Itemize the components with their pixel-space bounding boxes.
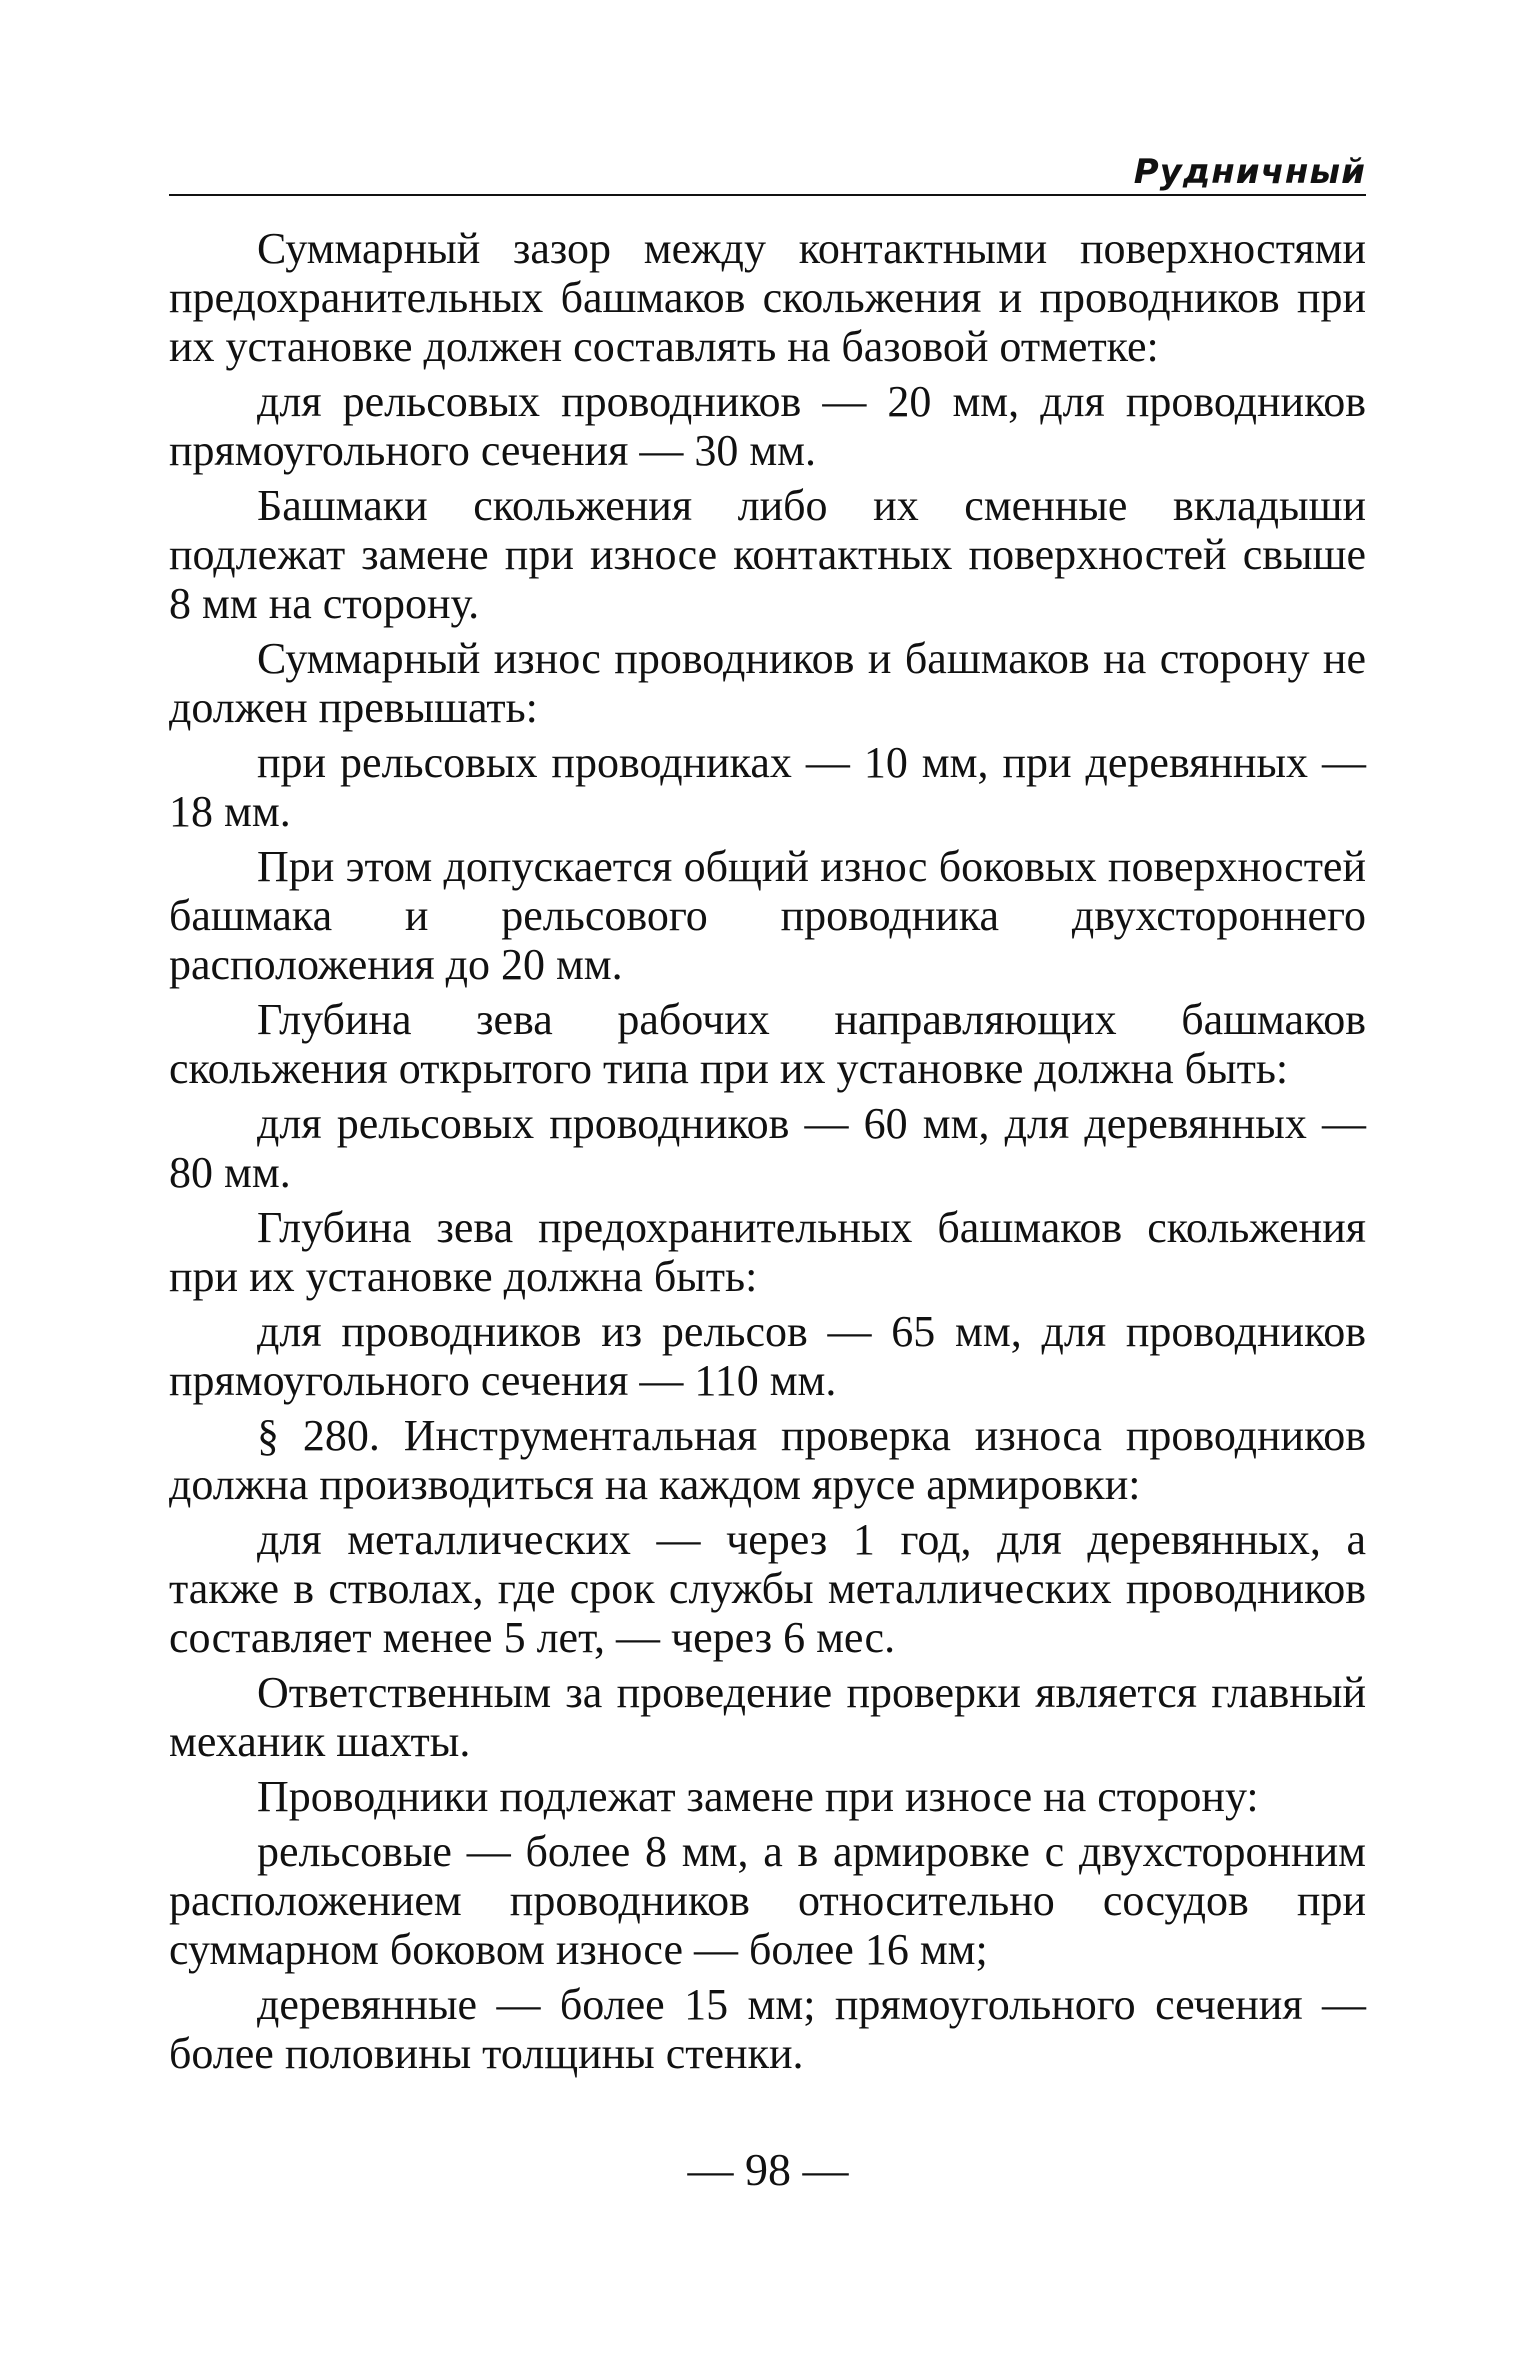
paragraph: Глубина зева предохранительных башмаков скольжения при их установке должна быть: — [169, 1203, 1366, 1301]
paragraph: при рельсовых проводниках — 10 мм, при деревянных — 18 мм. — [169, 738, 1366, 836]
paragraph: для рельсовых проводников — 20 мм, для проводников прямоугольного сечения — 30 мм. — [169, 377, 1366, 475]
paragraph: для проводников из рельсов — 65 мм, для проводников прямоугольного сечения — 110 мм. — [169, 1307, 1366, 1405]
paragraph: § 280. Инструментальная проверка износа проводников должна производиться на каждом ярусе армировки: — [169, 1411, 1366, 1509]
paragraph: деревянные — более 15 мм; прямоугольного сечения — более половины толщины стенки. — [169, 1980, 1366, 2078]
paragraph: Башмаки скольжения либо их сменные вкладыши подлежат замене при износе контактных поверхностей свыше 8 мм на сторону. — [169, 481, 1366, 628]
paragraph: Проводники подлежат замене при износе на сторону: — [257, 1772, 1259, 1821]
running-title: Рудничный — [1133, 152, 1366, 192]
paragraph: рельсовые — более 8 мм, а в армировке с двухсторонним расположением проводников относительно сосудов при суммарном боковом износе — более 16 мм; — [169, 1827, 1366, 1974]
paragraph: Глубина зева рабочих направляющих башмаков скольжения открытого типа при их установке должна быть: — [169, 995, 1366, 1093]
page-header — [169, 150, 1366, 196]
page-number: — 98 — — [687, 2144, 849, 2195]
paragraph: Суммарный зазор между контактными поверхностями предохранительных башмаков скольжения и проводников при их установке должен составлять на базовой отметке: — [169, 224, 1366, 371]
paragraph: Суммарный износ проводников и башмаков на сторону не должен превышать: — [169, 634, 1366, 732]
body-text — [169, 224, 1366, 2084]
paragraph: для рельсовых проводников — 60 мм, для деревянных — 80 мм. — [169, 1099, 1366, 1197]
paragraph: При этом допускается общий износ боковых поверхностей башмака и рельсового проводника двухстороннего расположения до 20 мм. — [169, 842, 1366, 989]
paragraph: для металлических — через 1 год, для деревянных, а также в стволах, где срок службы металлических проводников составляет менее 5 лет, — через 6 мес. — [169, 1515, 1366, 1662]
paragraph: Ответственным за проведение проверки является главный механик шахты. — [169, 1668, 1366, 1766]
